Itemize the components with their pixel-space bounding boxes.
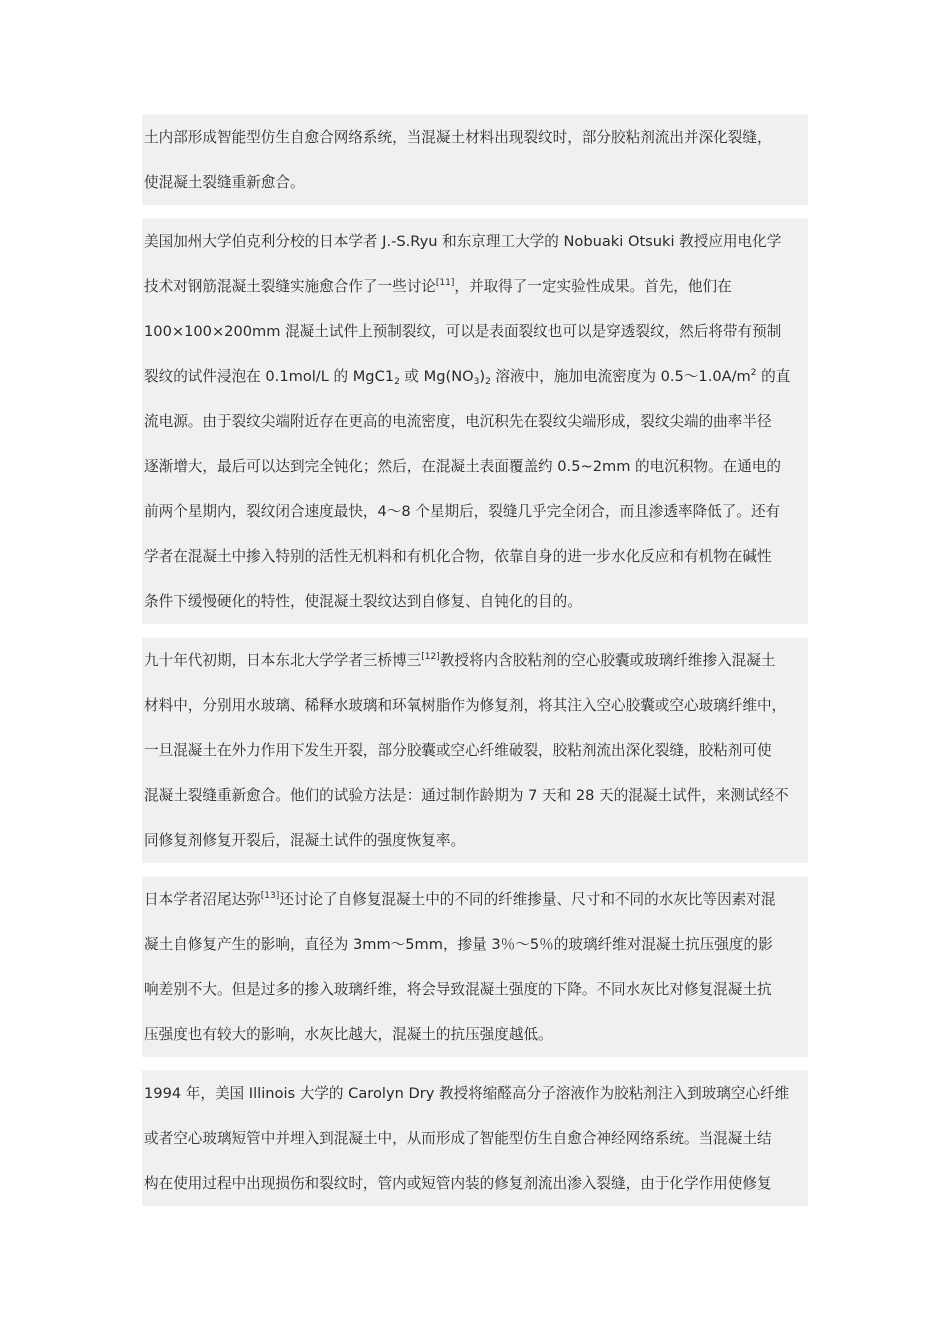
text-segment: 使混凝土裂缝重新愈合。 bbox=[144, 174, 305, 191]
superscript: 2 bbox=[750, 368, 757, 378]
text-line bbox=[142, 818, 808, 863]
text-line bbox=[142, 444, 808, 489]
paragraph bbox=[142, 114, 808, 205]
text-line bbox=[142, 773, 808, 818]
text-segment: 或 Mg(NO bbox=[399, 368, 474, 385]
text-segment: 凝土自修复产生的影响，直径为 3mm～5mm，掺量 3％～5％的玻璃纤维对混凝土抗压强度的影 bbox=[144, 936, 773, 953]
subscript: 2 bbox=[394, 377, 400, 387]
text-segment: 教授将内含胶粘剂的空心胶囊或玻璃纤维掺入混凝土 bbox=[439, 652, 776, 669]
text-line bbox=[142, 579, 808, 624]
text-line bbox=[142, 399, 808, 444]
text-line bbox=[142, 160, 808, 205]
text-segment: 裂纹的试件浸泡在 0.1mol/L 的 MgC1 bbox=[144, 368, 395, 385]
text-segment: ，并取得了一定实验性成果。首先，他们在 bbox=[454, 278, 732, 295]
text-segment: 100×100×200mm 混凝土试件上预制裂纹，可以是表面裂纹也可以是穿透裂纹，然后将带有预制 bbox=[144, 323, 782, 340]
text-segment: 九十年代初期，日本东北大学学者三桥博三 bbox=[144, 652, 422, 669]
text-segment: 还讨论了自修复混凝土中的不同的纤维掺量、尺寸和不同的水灰比等因素对混 bbox=[279, 891, 776, 908]
superscript: [11] bbox=[435, 278, 455, 288]
paragraph bbox=[142, 637, 808, 863]
text-segment: 或者空心玻璃短管中并埋入到混凝土中，从而形成了智能型仿生自愈合神经网络系统。当混凝土结 bbox=[144, 1130, 772, 1147]
text-segment: 1994 年，美国 Illinois 大学的 Carolyn Dry 教授将缩醛高分子溶液作为胶粘剂注入到玻璃空心纤维 bbox=[144, 1085, 790, 1102]
text-line bbox=[142, 534, 808, 579]
text-segment: 流电源。由于裂纹尖端附近存在更高的电流密度，电沉积先在裂纹尖端形成，裂纹尖端的曲率半径 bbox=[144, 413, 772, 430]
text-segment: 一旦混凝土在外力作用下发生开裂，部分胶囊或空心纤维破裂，胶粘剂流出深化裂缝，胶粘剂可使 bbox=[144, 742, 772, 759]
text-segment: 溶液中，施加电流密度为 0.5～1.0A/m bbox=[490, 368, 751, 385]
text-segment: 构在使用过程中出现损伤和裂纹时，管内或短管内装的修复剂流出渗入裂缝，由于化学作用使修复 bbox=[144, 1175, 772, 1192]
text-line bbox=[142, 1161, 808, 1206]
text-segment: 压强度也有较大的影响，水灰比越大，混凝土的抗压强度越低。 bbox=[144, 1026, 553, 1043]
text-line bbox=[142, 309, 808, 354]
text-segment: 的直 bbox=[756, 368, 791, 385]
paragraph bbox=[142, 876, 808, 1057]
superscript: [12] bbox=[421, 652, 440, 662]
text-segment: ) bbox=[479, 368, 486, 385]
text-segment: 逐渐增大，最后可以达到完全钝化；然后，在混凝土表面覆盖约 0.5~2mm 的电沉积物。在通电的 bbox=[144, 458, 781, 475]
text-segment: 土内部形成智能型仿生自愈合网络系统，当混凝土材料出现裂纹时，部分胶粘剂流出并深化裂缝， bbox=[144, 129, 772, 146]
superscript: [13] bbox=[260, 891, 280, 901]
document-body bbox=[142, 114, 808, 1206]
text-line bbox=[142, 877, 808, 922]
text-segment: 技术对钢筋混凝土裂缝实施愈合作了一些讨论 bbox=[144, 278, 436, 295]
text-line bbox=[142, 219, 808, 264]
text-line bbox=[142, 922, 808, 967]
text-segment: 同修复剂修复开裂后，混凝土试件的强度恢复率。 bbox=[144, 832, 466, 849]
text-line bbox=[142, 115, 808, 160]
subscript: 3 bbox=[473, 377, 480, 387]
text-line bbox=[142, 264, 808, 309]
text-line bbox=[142, 1012, 808, 1057]
text-line bbox=[142, 354, 808, 399]
text-segment: 响差别不大。但是过多的掺入玻璃纤维，将会导致混凝土强度的下降。不同水灰比对修复混凝土抗 bbox=[144, 981, 772, 998]
text-line bbox=[142, 728, 808, 773]
text-segment: 日本学者沼尾达弥 bbox=[144, 891, 261, 908]
text-line bbox=[142, 683, 808, 728]
subscript: 2 bbox=[485, 377, 491, 387]
text-segment: 美国加州大学伯克利分校的日本学者 J.-S.Ryu 和东京理工大学的 Nobuaki Otsuki 教授应用电化学 bbox=[144, 233, 782, 250]
text-line bbox=[142, 638, 808, 683]
text-segment: 混凝土裂缝重新愈合。他们的试验方法是：通过制作龄期为 7 天和 28 天的混凝土试件，来测试经不 bbox=[144, 787, 789, 804]
paragraph bbox=[142, 1070, 808, 1206]
text-line bbox=[142, 1116, 808, 1161]
text-segment: 条件下缓慢硬化的特性，使混凝土裂纹达到自修复、自钝化的目的。 bbox=[144, 593, 582, 610]
text-line bbox=[142, 967, 808, 1012]
text-segment: 材料中，分别用水玻璃、稀释水玻璃和环氧树脂作为修复剂，将其注入空心胶囊或空心玻璃纤维中， bbox=[144, 697, 787, 714]
text-segment: 前两个星期内，裂纹闭合速度最快，4～8 个星期后，裂缝几乎完全闭合，而且渗透率降低了。还有 bbox=[144, 503, 781, 520]
text-segment: 学者在混凝土中掺入特别的活性无机料和有机化合物，依靠自身的进一步水化反应和有机物在碱性 bbox=[144, 548, 772, 565]
text-line bbox=[142, 489, 808, 534]
paragraph bbox=[142, 218, 808, 624]
text-line bbox=[142, 1071, 808, 1116]
